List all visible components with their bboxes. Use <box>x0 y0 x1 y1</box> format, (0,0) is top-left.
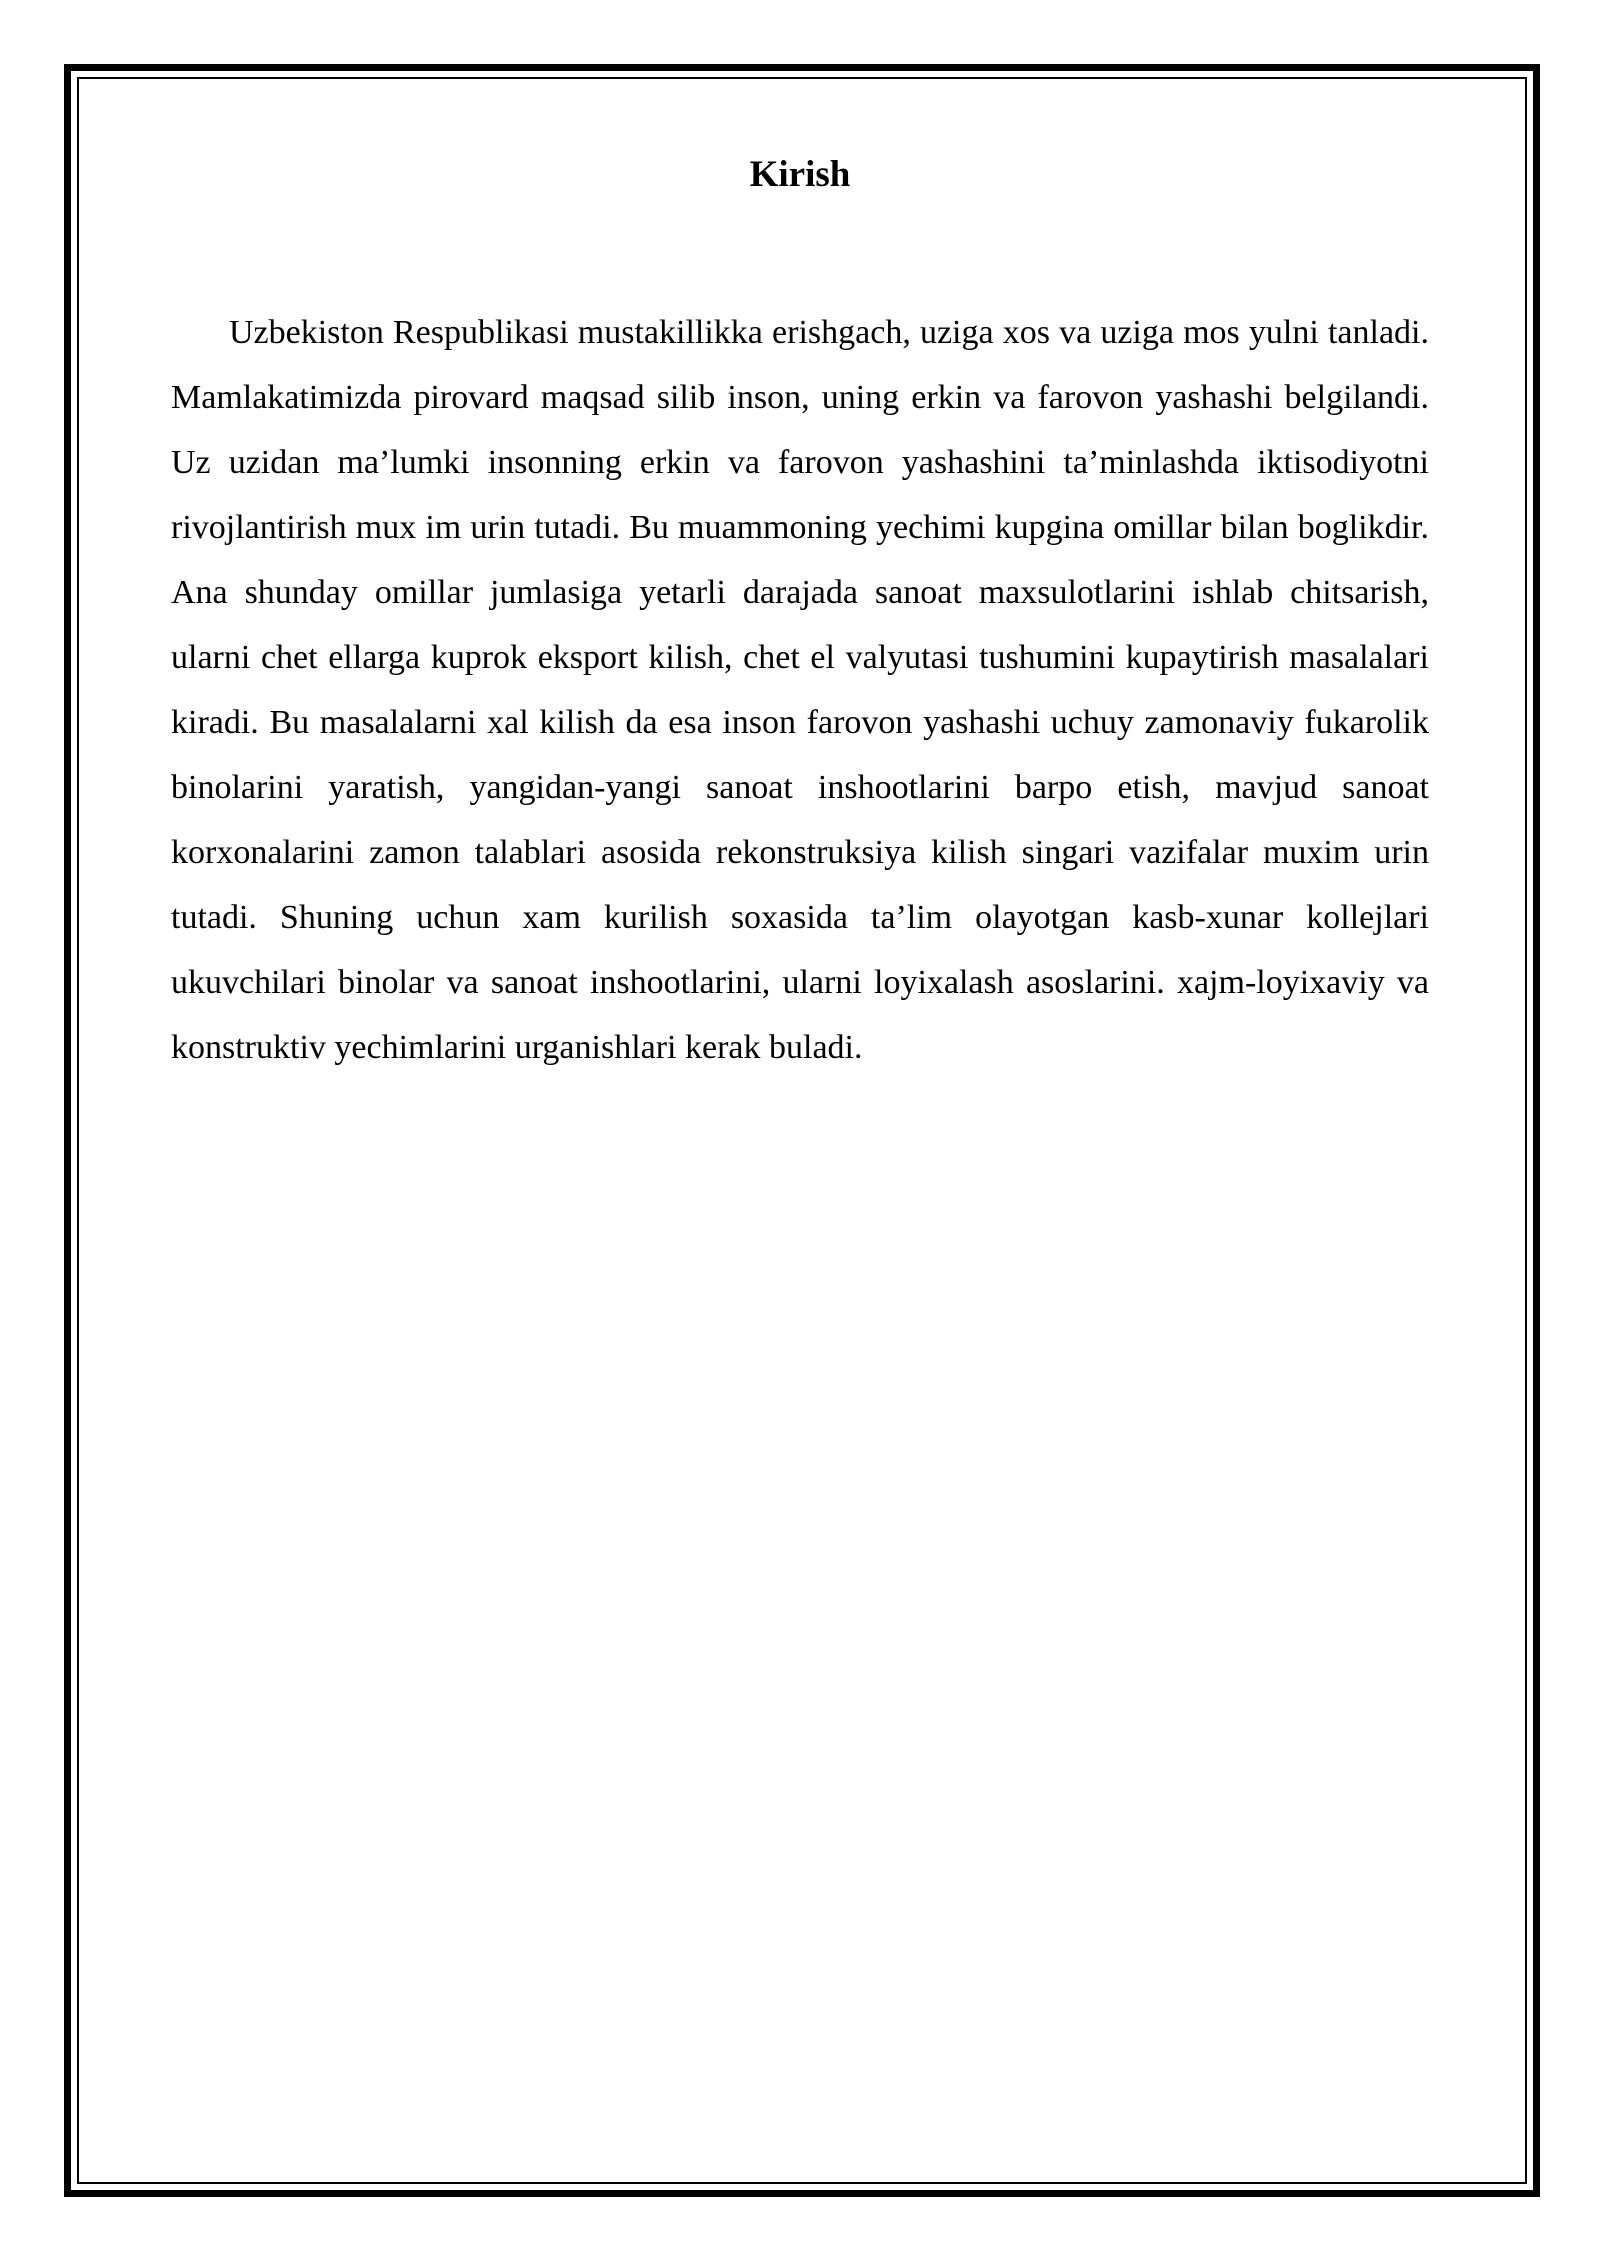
body-paragraph: Uzbekiston Respublikasi mustakillikka erishgach, uziga xos va uziga mos yulni tanladi. Mamlakatimizda pirovard maqsad silib inson, uning erkin va farovon yashashi belgilandi. Uz uzidan ma’lumki insonning erkin va farovon yashashini ta’minlashda iktisodiyotni rivojlantirish mux im urin tutadi. Bu muammoning yechimi kupgina omillar bilan boglikdir. Ana shunday omillar jumlasiga yetarli darajada sanoat maxsulotlarini ishlab chitsarish, ularni chet ellarga kuprok eksport kilish, chet el valyutasi tushumini kupaytirish masalalari kiradi. Bu masalalarni xal kilish da esa inson farovon yashashi uchuy zamonaviy fukarolik binolarini yaratish, yangidan-yangi sanoat inshootlarini barpo etish, mavjud sanoat korxonalarini zamon talablari asosida rekonstruksiya kilish singari vazifalar muxim urin tutadi. Shuning uchun xam kurilish soxasida ta’lim olayotgan kasb-xunar kollejlari ukuvchilari binolar va sanoat inshootlarini, ularni loyixalash asoslarini. xajm-loyixaviy va konstruktiv yechimlarini urganishlari kerak buladi. <box>171 314 1429 1066</box>
page-title: Kirish <box>749 154 851 195</box>
